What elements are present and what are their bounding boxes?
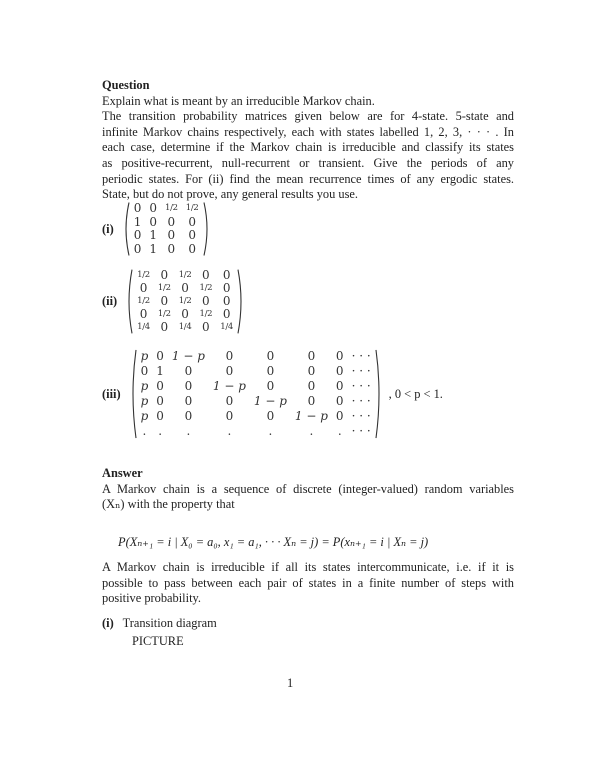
matrix-ii bbox=[102, 269, 245, 334]
matrix-cell: 0 bbox=[222, 268, 231, 282]
question-line: The transition probability matrices given below are for 4-state. 5-state and bbox=[102, 109, 514, 124]
matrix-row bbox=[133, 321, 237, 334]
matrix-row bbox=[137, 424, 375, 439]
question-line: each case, determine if the Markov chain is irreducible and classify its states bbox=[102, 140, 514, 155]
matrix-cell: 1/2 bbox=[164, 203, 178, 213]
matrix-cell: 0 bbox=[222, 294, 231, 308]
matrix-cell: . bbox=[268, 424, 273, 438]
matrix-cell: 0 bbox=[133, 228, 142, 242]
matrix-condition: , 0 < p < 1. bbox=[388, 386, 443, 401]
matrix-cell: . bbox=[158, 424, 163, 438]
matrix-cell: 0 bbox=[266, 379, 275, 393]
matrix-cell: 1/2 bbox=[137, 296, 150, 306]
matrix-row bbox=[137, 349, 375, 364]
matrix-cell: 0 bbox=[188, 241, 196, 256]
matrix-row bbox=[137, 409, 375, 424]
matrix-cell: 0 bbox=[160, 268, 169, 282]
matrix-cell: 0 bbox=[188, 214, 196, 229]
matrix-row bbox=[130, 202, 203, 216]
matrix-cell: 0 bbox=[188, 228, 196, 242]
matrix-cell: 0 bbox=[202, 320, 210, 334]
question-line: State, but do not prove, any general results you use. bbox=[102, 187, 359, 202]
picture-placeholder: PICTURE bbox=[132, 634, 184, 648]
matrix-row bbox=[130, 229, 203, 243]
matrix-cell: 0 bbox=[160, 320, 169, 334]
matrix-cell: 0 bbox=[266, 409, 275, 423]
answer-part-i bbox=[102, 616, 217, 631]
matrix-table bbox=[130, 202, 203, 256]
matrix-cell: · · · bbox=[351, 409, 371, 423]
matrix-row bbox=[130, 243, 203, 257]
matrix-cell: 0 bbox=[139, 307, 148, 321]
matrix-cell: 0 bbox=[202, 268, 210, 282]
matrix-cell: 0 bbox=[335, 409, 344, 423]
matrix-row bbox=[133, 282, 237, 295]
left-paren bbox=[125, 269, 133, 334]
right-paren bbox=[375, 349, 383, 439]
matrix-table bbox=[133, 269, 237, 334]
matrix-iii bbox=[102, 349, 443, 439]
matrix-table bbox=[137, 349, 375, 439]
matrix-cell: · · · bbox=[351, 379, 371, 393]
matrix-cell: 0 bbox=[184, 364, 193, 378]
matrix-cell: 0 bbox=[225, 409, 234, 423]
question-text bbox=[102, 94, 514, 203]
matrix-cell: p bbox=[140, 409, 149, 423]
question-line: periodic states. For (ii) find the mean recurrence times of any ergodic states. bbox=[102, 171, 514, 186]
matrix-cell: 0 bbox=[133, 241, 142, 256]
matrix-cell: p bbox=[140, 349, 149, 363]
left-paren bbox=[129, 349, 137, 439]
matrix-cell: 0 bbox=[184, 379, 193, 393]
matrix-cell: 1 bbox=[133, 214, 142, 229]
matrix-cell: 0 bbox=[307, 364, 316, 378]
question-section bbox=[102, 78, 514, 203]
matrix-cell: 1/2 bbox=[185, 203, 199, 213]
matrix-cell: 1/4 bbox=[137, 322, 150, 332]
matrix-cell: 0 bbox=[156, 394, 164, 408]
matrix-cell: 0 bbox=[225, 349, 234, 363]
left-paren bbox=[122, 202, 130, 256]
matrix-cell: 0 bbox=[167, 228, 176, 242]
matrix-row bbox=[137, 379, 375, 394]
matrix-cell: 1 bbox=[149, 241, 157, 256]
matrix-cell: 0 bbox=[335, 394, 344, 408]
matrix-cell: 0 bbox=[184, 394, 193, 408]
matrix-cell: 1 − p bbox=[212, 379, 246, 393]
question-line: infinite Markov chains respectively, each with states labelled 1, 2, 3, · · · . In bbox=[102, 124, 514, 139]
matrix-cell: 0 bbox=[202, 294, 210, 308]
matrix-cell: 0 bbox=[307, 349, 316, 363]
question-line: Explain what is meant by an irreducible Markov chain. bbox=[102, 93, 375, 108]
matrix-cell: . bbox=[337, 424, 342, 438]
matrix-cell: 1/2 bbox=[178, 296, 192, 306]
irreducible-definition bbox=[102, 560, 514, 607]
matrix-cell: . bbox=[227, 424, 232, 438]
right-paren bbox=[237, 269, 245, 334]
matrix-cell: 1 − p bbox=[294, 409, 328, 423]
matrix-label: (ii) bbox=[102, 294, 118, 308]
matrix-cell: 0 bbox=[184, 409, 193, 423]
matrix-cell: 0 bbox=[335, 379, 344, 393]
matrix-cell: 0 bbox=[140, 364, 149, 378]
part-text: Transition diagram bbox=[122, 616, 217, 630]
definition-line: possible to pass between each pair of states in a finite number of steps with bbox=[102, 575, 514, 590]
matrix-cell: . bbox=[142, 424, 147, 438]
matrix-cell: 0 bbox=[160, 294, 169, 308]
definition-line: A Markov chain is irreducible if all its states intercommunicate, i.e. if it is bbox=[102, 560, 514, 574]
question-line: as positive-recurrent, null-recurrent or transient. Give the periods of any bbox=[102, 155, 514, 170]
matrix-cell: 0 bbox=[149, 201, 157, 215]
matrix-cell: 0 bbox=[266, 364, 275, 378]
matrix-cell: 0 bbox=[149, 214, 157, 229]
question-heading: Question bbox=[102, 78, 150, 92]
matrix-cell: 0 bbox=[181, 307, 189, 321]
matrix-cell: 0 bbox=[222, 281, 231, 295]
matrix-cell: 1 bbox=[156, 364, 164, 378]
matrix-cell: 0 bbox=[225, 394, 234, 408]
matrix-cell: 0 bbox=[133, 201, 142, 215]
matrix-cell: . bbox=[309, 424, 314, 438]
matrix-cell: 1/2 bbox=[178, 270, 192, 280]
matrix-bracket bbox=[122, 202, 211, 256]
matrix-bracket bbox=[125, 269, 245, 334]
matrix-cell: · · · bbox=[351, 349, 371, 363]
answer-line: A Markov chain is a sequence of discrete (integer-valued) random variables bbox=[102, 481, 514, 496]
matrix-cell: 0 bbox=[335, 364, 344, 378]
matrix-cell: 1/4 bbox=[178, 322, 192, 332]
matrix-cell: 0 bbox=[156, 379, 164, 393]
matrix-cell: 1/2 bbox=[199, 283, 213, 293]
answer-section bbox=[102, 466, 514, 513]
matrix-bracket bbox=[129, 349, 383, 439]
matrix-cell: p bbox=[140, 379, 149, 393]
matrix-cell: 1/2 bbox=[199, 309, 213, 319]
answer-line: (Xₙ) with the property that bbox=[102, 497, 235, 512]
matrix-cell: 0 bbox=[139, 281, 148, 295]
matrix-cell: 0 bbox=[222, 307, 231, 321]
matrix-row bbox=[133, 308, 237, 321]
matrix-cell: 0 bbox=[167, 214, 176, 229]
matrix-i bbox=[102, 202, 211, 256]
definition-line: positive probability. bbox=[102, 591, 201, 606]
matrix-cell: · · · bbox=[351, 394, 371, 408]
page-number: 1 bbox=[287, 676, 294, 690]
matrix-cell: p bbox=[140, 394, 149, 408]
matrix-cell: . bbox=[186, 424, 191, 438]
right-paren bbox=[203, 202, 211, 256]
answer-heading: Answer bbox=[102, 466, 143, 480]
part-label: (i) bbox=[102, 616, 114, 630]
matrix-cell: 1/4 bbox=[220, 322, 234, 332]
matrix-label: (iii) bbox=[102, 386, 121, 401]
matrix-row bbox=[137, 394, 375, 409]
matrix-cell: 0 bbox=[225, 364, 234, 378]
matrix-label: (i) bbox=[102, 221, 114, 236]
matrix-cell: 1/2 bbox=[157, 309, 171, 319]
matrix-cell: 1 − p bbox=[253, 394, 287, 408]
matrix-cell: 0 bbox=[181, 281, 189, 295]
matrix-cell: 1/2 bbox=[137, 270, 150, 280]
markov-property-formula: P(Xₙ₊₁ = i | X₀ = a₀, x₁ = a₁, · · · Xₙ = j) = P(xₙ₊₁ = i | Xₙ = j) bbox=[118, 535, 429, 549]
matrix-cell: 0 bbox=[156, 349, 164, 363]
matrix-cell: 1 bbox=[149, 228, 157, 242]
matrix-cell: · · · bbox=[351, 424, 371, 438]
matrix-cell: 1/2 bbox=[157, 283, 171, 293]
matrix-cell: 1 − p bbox=[171, 349, 205, 363]
matrix-cell: 0 bbox=[167, 241, 176, 256]
matrix-row bbox=[130, 216, 203, 230]
matrix-cell: 0 bbox=[266, 349, 275, 363]
matrix-cell: 0 bbox=[307, 379, 316, 393]
matrix-cell: 0 bbox=[307, 394, 316, 408]
matrix-cell: 0 bbox=[335, 349, 344, 363]
matrix-row bbox=[137, 364, 375, 379]
matrix-cell: · · · bbox=[351, 364, 371, 378]
matrix-cell: 0 bbox=[156, 409, 164, 423]
